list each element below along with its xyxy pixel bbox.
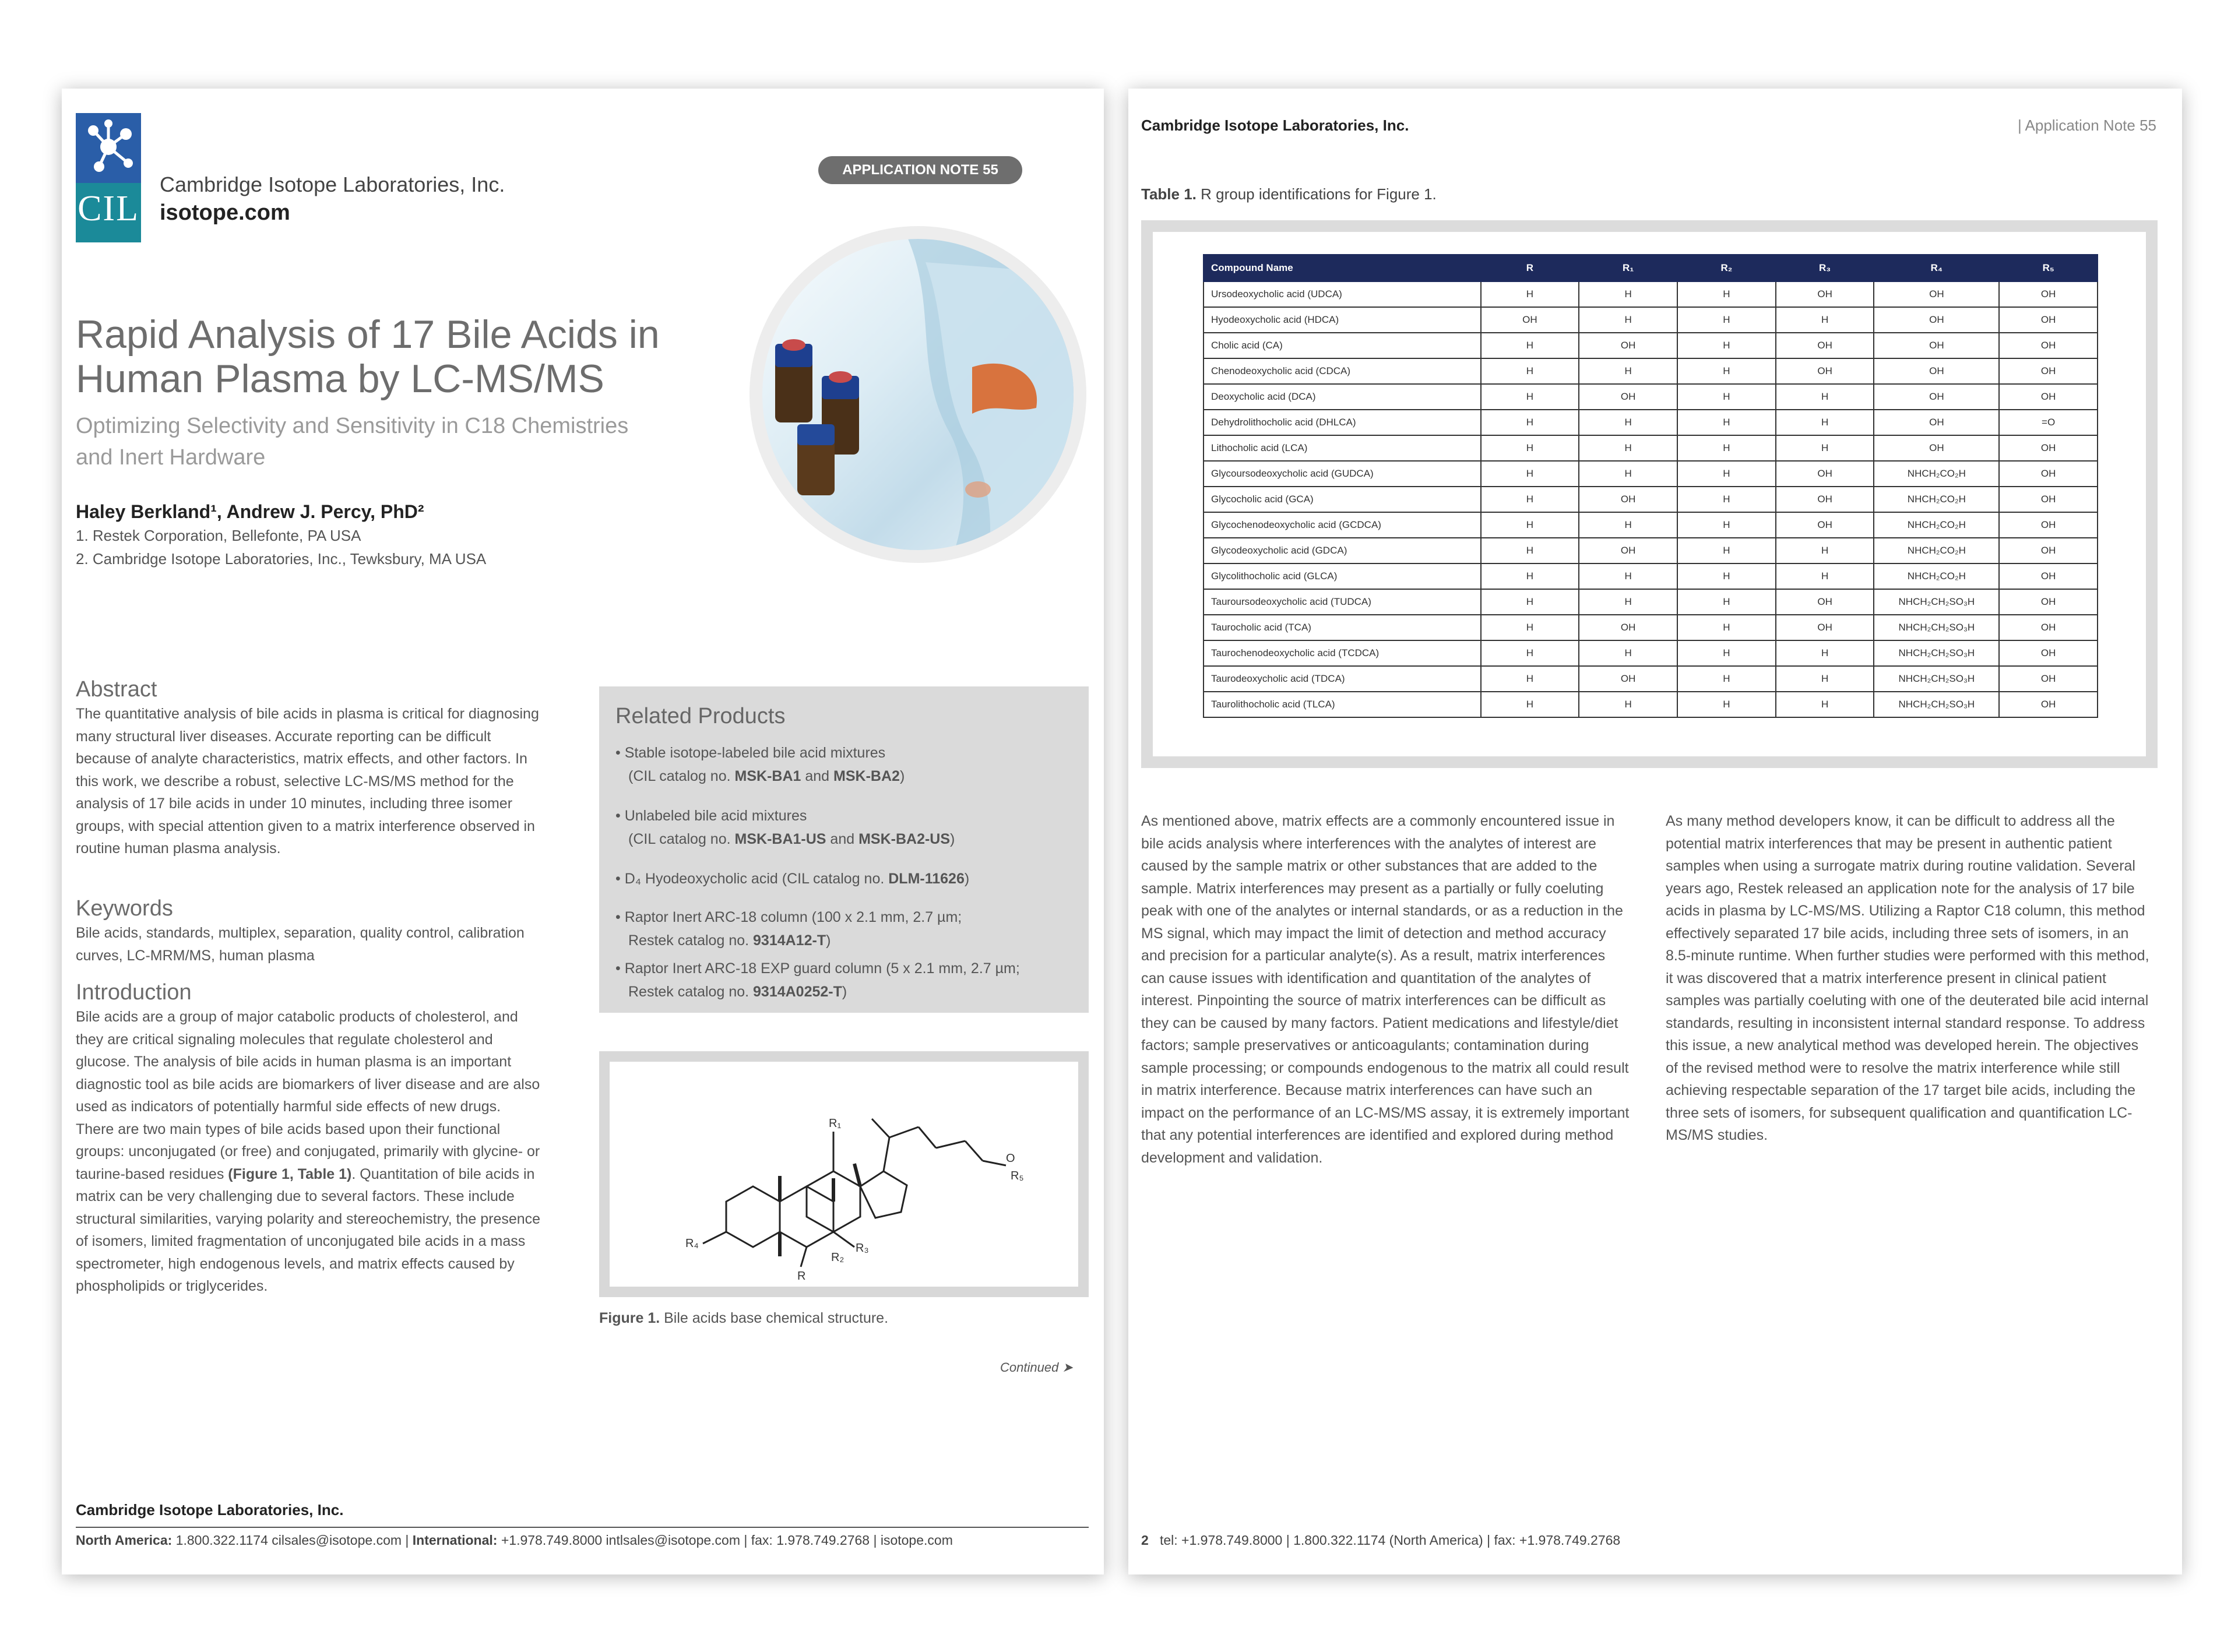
r-group-cell: H (1481, 640, 1579, 666)
r-group-cell: OH (1999, 281, 2098, 307)
related-item-1-title: • Stable isotope-labeled bile acid mixtures (615, 745, 886, 761)
r-group-cell: H (1776, 410, 1874, 435)
r-group-cell: OH (1579, 333, 1677, 358)
catalog-prefix: (CIL catalog no. (628, 768, 735, 784)
r-group-cell: H (1677, 410, 1776, 435)
keywords-heading: Keywords (76, 896, 173, 921)
catalog-number[interactable]: 9314A0252-T (753, 984, 842, 1000)
r-group-cell: NHCH₂CO₂H (1874, 487, 1999, 512)
related-item-4-catalog (615, 929, 1082, 952)
r-group-cell: OH (1999, 589, 2098, 615)
r-group-cell: H (1579, 281, 1677, 307)
label-oxygen: O (1006, 1152, 1015, 1165)
compound-name-cell: Cholic acid (CA) (1204, 333, 1481, 358)
r-group-cell: NHCH₂CH₂SO₃H (1874, 615, 1999, 640)
r-group-cell: OH (1874, 435, 1999, 461)
catalog-suffix: ) (826, 932, 831, 949)
r-group-cell: OH (1999, 435, 2098, 461)
r-group-cell: OH (1776, 461, 1874, 487)
authors: Haley Berkland¹, Andrew J. Percy, PhD² (76, 501, 424, 522)
compound-name-cell: Glycocholic acid (GCA) (1204, 487, 1481, 512)
table-row (1204, 512, 2098, 538)
footer-na-text: 1.800.322.1174 cilsales@isotope.com | (172, 1533, 413, 1548)
r-group-cell: H (1579, 410, 1677, 435)
related-item-1-catalog (615, 765, 1082, 788)
r-group-cell: H (1677, 666, 1776, 692)
r-group-cell: H (1677, 384, 1776, 410)
table-row (1204, 333, 2098, 358)
r-group-cell: H (1677, 692, 1776, 717)
table-caption-text: R group identifications for Figure 1. (1196, 185, 1437, 203)
abstract-heading: Abstract (76, 677, 157, 702)
r-group-cell: H (1579, 512, 1677, 538)
table-header-cell: R₅ (1999, 255, 2098, 281)
r-group-cell: H (1776, 692, 1874, 717)
r-group-cell: H (1579, 435, 1677, 461)
catalog-prefix: Restek catalog no. (628, 932, 754, 949)
catalog-number[interactable]: MSK-BA2 (833, 768, 900, 784)
ring-a (726, 1186, 780, 1247)
compound-name-cell: Glycodeoxycholic acid (GDCA) (1204, 538, 1481, 563)
related-item-4 (615, 906, 1082, 952)
r-group-cell: H (1481, 384, 1579, 410)
r-group-cell: OH (1579, 666, 1677, 692)
footer-contact (76, 1533, 953, 1548)
compound-name-cell: Ursodeoxycholic acid (UDCA) (1204, 281, 1481, 307)
r-group-cell: H (1481, 563, 1579, 589)
r-group-cell: NHCH₂CH₂SO₃H (1874, 666, 1999, 692)
page2-footer (1141, 1533, 1620, 1548)
r-group-cell: OH (1874, 358, 1999, 384)
r-group-cell: OH (1776, 358, 1874, 384)
table-header-cell: Compound Name (1204, 255, 1481, 281)
r-group-cell: H (1481, 333, 1579, 358)
introduction-text (76, 1006, 542, 1298)
catalog-suffix: ) (950, 831, 955, 847)
footer-na-label: North America: (76, 1533, 173, 1548)
r-group-cell: OH (1999, 461, 2098, 487)
catalog-prefix: (CIL catalog no. (628, 831, 735, 847)
label-r: R (797, 1270, 806, 1283)
r-group-cell: H (1776, 307, 1874, 333)
r-group-cell: OH (1999, 615, 2098, 640)
lab-vials-illustration (762, 239, 1074, 550)
compound-name-cell: Dehydrolithocholic acid (DHLCA) (1204, 410, 1481, 435)
continued-link[interactable]: Continued ➤ (1000, 1360, 1073, 1375)
r-group-cell: H (1776, 384, 1874, 410)
table-row (1204, 410, 2098, 435)
catalog-prefix: Restek catalog no. (628, 984, 754, 1000)
label-r2: R₂ (831, 1251, 844, 1264)
r-group-cell: NHCH₂CH₂SO₃H (1874, 589, 1999, 615)
compound-name-cell: Lithocholic acid (LCA) (1204, 435, 1481, 461)
r-group-cell: H (1579, 307, 1677, 333)
table-row (1204, 358, 2098, 384)
table-row (1204, 461, 2098, 487)
r-group-cell: H (1579, 563, 1677, 589)
abstract-text: The quantitative analysis of bile acids in plasma is critical for diagnosing many structural liver diseases. Accurate reporting can be difficult because of analyte characteristics, matrix effects, and other factors. In this work, we describe a robust, selective LC-MS/MS method for the analysis of 17 bile acids in under 10 minutes, including three isomer groups, with special attention given to a matrix interference observed in routine human plasma analysis. (76, 706, 539, 857)
body-column-2: As many method developers know, it can be difficult to address all the potential matrix interferences that may be present in authentic patient samples when using a surrogate matrix during routine validation. Several years ago, Restek released an application note for the analysis of 17 bile acids in plasma by LC-MS/MS. Utilizing a Raptor C18 column, this method effectively separated 17 bile acids, including three sets of isomers, in an 8.5-minute runtime. When further studies were performed with this method, it was discovered that a matrix interference present in clinical patient samples was partially coeluting with one of the deuterated bile acid internal standards, resulting in inconsistent internal standard response. To address this issue, a new analytical method was developed herein. The objectives of the revised method were to resolve the matrix interference while still achieving respectable separation of the 17 target bile acids, including the three sets of isomers, for subsequent qualification and quantification LC-MS/MS studies. (1666, 813, 2149, 1143)
r-group-cell: OH (1999, 692, 2098, 717)
compound-name-cell: Glycolithocholic acid (GLCA) (1204, 563, 1481, 589)
r-group-cell: H (1481, 589, 1579, 615)
title-line-2: Human Plasma by LC-MS/MS (76, 357, 604, 401)
r-group-cell: H (1677, 640, 1776, 666)
related-item-2-catalog (615, 827, 1082, 851)
compound-name-cell: Deoxycholic acid (DCA) (1204, 384, 1481, 410)
intro-figure-reference[interactable]: (Figure 1, Table 1) (228, 1165, 352, 1182)
r-group-cell: H (1481, 281, 1579, 307)
compound-name-cell: Chenodeoxycholic acid (CDCA) (1204, 358, 1481, 384)
r-group-cell: OH (1579, 384, 1677, 410)
r-group-cell: OH (1579, 615, 1677, 640)
table-row (1204, 384, 2098, 410)
body-column-1: As mentioned above, matrix effects are a commonly encountered issue in bile acids analysis where interferences with the analytes of interest are caused by the sample matrix or other substances that are added to the sample. Matrix interferences may present as a partially or fully coeluting peak with one of the analytes or internal standards, or as a reduction in the MS signal, which may impact the limit of detection and method accuracy and precision for a particular analyte(s). As a result, matrix interferences can cause issues with identification and quantitation of the analytes of interest. Pinpointing the source of matrix interferences can be difficult as they can be caused by many factors. Patient medications and lifestyle/diet factors; sample preservatives or anticoagulants; contamination during sample processing; or compounds endogenous to the matrix all could result in matrix interference. Because matrix interferences can have such an impact on the performance of an LC-MS/MS assay, it is extremely important that any potential interferences are identified and explored during method development and validation. (1141, 813, 1630, 1166)
table-header-cell: R (1481, 255, 1579, 281)
introduction-heading: Introduction (76, 980, 192, 1005)
document-title (76, 312, 746, 401)
table-row (1204, 435, 2098, 461)
r-group-cell: H (1677, 333, 1776, 358)
compound-name-cell: Tauroursodeoxycholic acid (TUDCA) (1204, 589, 1481, 615)
r-group-cell: OH (1999, 563, 2098, 589)
r-group-cell: H (1481, 512, 1579, 538)
table-row (1204, 640, 2098, 666)
table-row (1204, 281, 2098, 307)
affiliation-1: 1. Restek Corporation, Bellefonte, PA USA (76, 527, 361, 544)
affiliation-2: 2. Cambridge Isotope Laboratories, Inc., Tewksbury, MA USA (76, 550, 487, 568)
r-group-cell: H (1481, 666, 1579, 692)
r-group-cell: H (1776, 435, 1874, 461)
page2-header-note: | Application Note 55 (2017, 117, 2156, 134)
page-1 (62, 89, 1104, 1574)
r-group-cell: H (1677, 589, 1776, 615)
r-group-cell: OH (1999, 333, 2098, 358)
r-group-cell: OH (1874, 384, 1999, 410)
r-group-cell: H (1776, 563, 1874, 589)
page-number: 2 (1141, 1533, 1149, 1548)
table-row (1204, 692, 2098, 717)
table-1-caption (1141, 185, 1437, 203)
catalog-number[interactable]: DLM-11626 (888, 871, 965, 887)
related-item-1 (615, 741, 1082, 788)
r-group-cell: H (1481, 692, 1579, 717)
website-link[interactable]: isotope.com (160, 200, 290, 225)
r-group-cell: =O (1999, 410, 2098, 435)
footer-company: Cambridge Isotope Laboratories, Inc. (76, 1501, 344, 1519)
logo-text: CIL (78, 189, 139, 228)
r-group-cell: H (1481, 615, 1579, 640)
table-header-cell: R₁ (1579, 255, 1677, 281)
r-group-cell: H (1677, 615, 1776, 640)
page2-header-company: Cambridge Isotope Laboratories, Inc. (1141, 117, 1409, 134)
intro-text-part-1: Bile acids are a group of major catabolic products of cholesterol, and they are critical signaling molecules that regulate cholesterol and glucose. The analysis of bile acids in human plasma is an important diagnostic tool as bile acids are biomarkers of liver disease and are also used as indicators of potentially harmful side effects of new drugs. There are two main types of bile acids based upon their functional groups: unconjugated (or free) and conjugated, primarily with glycine- or taurine-based residues (76, 1009, 540, 1182)
intro-text-part-2: . Quantitation of bile acids in matrix can be very challenging due to several factors. These include structural similarities, varying polarity and stereochemistry, the presence of isomers, limited fragmentation of unconjugated bile acids in a mass spectrometer, high endogenous levels, and matrix effects caused by phospholipids or triglycerides. (76, 1165, 541, 1294)
r-group-cell: H (1579, 461, 1677, 487)
label-r1: R₁ (829, 1117, 842, 1130)
related-item-2-title: • Unlabeled bile acid mixtures (615, 808, 807, 824)
keywords-text: Bile acids, standards, multiplex, separation, quality control, calibration curves, LC-MRM/MS, human plasma (76, 925, 525, 964)
r-group-cell: H (1579, 640, 1677, 666)
figure-1-structure (599, 1051, 1089, 1297)
company-name: Cambridge Isotope Laboratories, Inc. (160, 172, 505, 196)
r-group-cell: OH (1874, 307, 1999, 333)
table-row (1204, 487, 2098, 512)
title-line-1: Rapid Analysis of 17 Bile Acids in (76, 312, 660, 357)
figure-label: Figure 1. (599, 1310, 660, 1326)
r-group-cell: OH (1874, 281, 1999, 307)
bile-acid-structure-diagram (610, 1062, 1078, 1287)
molecule-icon (76, 113, 141, 183)
catalog-suffix: ) (842, 984, 847, 1000)
r-group-cell: OH (1776, 512, 1874, 538)
related-item-5 (615, 957, 1082, 1003)
r-group-cell: OH (1776, 589, 1874, 615)
related-products-heading: Related Products (615, 704, 786, 728)
figure-caption-text: Bile acids base chemical structure. (660, 1310, 889, 1326)
r-group-cell: H (1677, 307, 1776, 333)
table-body (1204, 281, 2098, 717)
r-group-cell: H (1481, 435, 1579, 461)
r-group-cell: OH (1776, 333, 1874, 358)
r-group-cell: H (1677, 512, 1776, 538)
r-group-cell: NHCH₂CO₂H (1874, 538, 1999, 563)
catalog-and: and (826, 831, 859, 847)
table-row (1204, 538, 2098, 563)
r-group-cell: OH (1579, 538, 1677, 563)
r-group-cell: OH (1999, 666, 2098, 692)
r-group-cell: OH (1776, 281, 1874, 307)
compound-name-cell: Glycochenodeoxycholic acid (GCDCA) (1204, 512, 1481, 538)
r-group-cell: H (1677, 538, 1776, 563)
r-group-cell: OH (1999, 538, 2098, 563)
catalog-number[interactable]: MSK-BA1 (734, 768, 801, 784)
application-note-badge: APPLICATION NOTE 55 (818, 156, 1022, 184)
r-group-cell: OH (1874, 333, 1999, 358)
r-group-cell: OH (1999, 358, 2098, 384)
table-header-cell: R₄ (1874, 255, 1999, 281)
catalog-number[interactable]: 9314A12-T (753, 932, 826, 949)
figure-1-caption (599, 1310, 888, 1327)
related-item-3-title: • D₄ Hyodeoxycholic acid (CIL catalog no. (615, 871, 889, 887)
footer-intl-label: International: (412, 1533, 498, 1548)
r-group-cell: H (1776, 640, 1874, 666)
compound-name-cell: Glycoursodeoxycholic acid (GUDCA) (1204, 461, 1481, 487)
r-group-cell: NHCH₂CO₂H (1874, 512, 1999, 538)
r-group-cell: OH (1776, 615, 1874, 640)
r-group-cell: H (1677, 358, 1776, 384)
catalog-suffix: ) (964, 871, 970, 887)
r-group-cell: H (1677, 461, 1776, 487)
r-group-cell: NHCH₂CO₂H (1874, 563, 1999, 589)
r-group-cell: NHCH₂CH₂SO₃H (1874, 692, 1999, 717)
r-group-cell: OH (1481, 307, 1579, 333)
r-group-cell: H (1776, 666, 1874, 692)
catalog-suffix: ) (899, 768, 905, 784)
footer-divider (76, 1527, 1089, 1528)
r-group-cell: OH (1999, 384, 2098, 410)
page2-footer-contact: tel: +1.978.749.8000 | 1.800.322.1174 (North America) | fax: +1.978.749.2768 (1159, 1533, 1621, 1548)
r-group-cell: OH (1874, 410, 1999, 435)
r-group-cell: H (1481, 487, 1579, 512)
related-item-2 (615, 804, 1082, 851)
related-products-panel (599, 686, 1089, 1013)
table-row (1204, 666, 2098, 692)
r-group-cell: H (1677, 281, 1776, 307)
r-group-cell: H (1481, 410, 1579, 435)
compound-name-cell: Taurodeoxycholic acid (TDCA) (1204, 666, 1481, 692)
r-group-cell: OH (1579, 487, 1677, 512)
r-group-table (1203, 254, 2098, 718)
r-group-cell: H (1677, 487, 1776, 512)
related-item-5-title: • Raptor Inert ARC-18 EXP guard column (5 x 2.1 mm, 2.7 µm; (615, 960, 1020, 977)
r-group-cell: NHCH₂CH₂SO₃H (1874, 640, 1999, 666)
ring-d (860, 1171, 907, 1218)
r-group-cell: H (1776, 538, 1874, 563)
r-group-cell: H (1481, 538, 1579, 563)
compound-name-cell: Taurochenodeoxycholic acid (TCDCA) (1204, 640, 1481, 666)
table-1-frame (1141, 220, 2158, 768)
related-item-3 (615, 867, 1082, 890)
related-item-5-catalog (615, 980, 1082, 1003)
table-header-cell: R₃ (1776, 255, 1874, 281)
table-header-row (1204, 255, 2098, 281)
label-r4: R₄ (685, 1237, 699, 1250)
compound-name-cell: Taurocholic acid (TCA) (1204, 615, 1481, 640)
compound-name-cell: Hyodeoxycholic acid (HDCA) (1204, 307, 1481, 333)
compound-name-cell: Taurolithocholic acid (TLCA) (1204, 692, 1481, 717)
footer-intl-text: +1.978.749.8000 intlsales@isotope.com | fax: 1.978.749.2768 | isotope.com (497, 1533, 953, 1548)
catalog-number[interactable]: MSK-BA2-US (858, 831, 951, 847)
hero-image (749, 226, 1086, 563)
page-2 (1128, 89, 2182, 1574)
r-group-cell: OH (1776, 487, 1874, 512)
r-group-cell: H (1481, 461, 1579, 487)
r-group-cell: OH (1999, 640, 2098, 666)
r-group-cell: OH (1999, 487, 2098, 512)
table-row (1204, 615, 2098, 640)
r-group-cell: OH (1999, 307, 2098, 333)
catalog-and: and (801, 768, 834, 784)
subtitle-line-1: Optimizing Selectivity and Sensitivity in C18 Chemistries (76, 414, 629, 438)
document-subtitle (76, 410, 746, 473)
table-row (1204, 589, 2098, 615)
r-group-cell: H (1677, 435, 1776, 461)
r-group-cell: H (1579, 692, 1677, 717)
catalog-number[interactable]: MSK-BA1-US (734, 831, 826, 847)
subtitle-line-2: and Inert Hardware (76, 445, 266, 470)
r-group-cell: H (1579, 589, 1677, 615)
table-row (1204, 563, 2098, 589)
related-item-4-title: • Raptor Inert ARC-18 column (100 x 2.1 mm, 2.7 µm; (615, 909, 962, 925)
r-group-cell: H (1481, 358, 1579, 384)
label-r3: R₃ (856, 1242, 869, 1255)
r-group-cell: H (1677, 563, 1776, 589)
table-row (1204, 307, 2098, 333)
r-group-cell: NHCH₂CO₂H (1874, 461, 1999, 487)
table-label: Table 1. (1141, 185, 1197, 203)
label-r5: R₅ (1011, 1170, 1024, 1182)
r-group-cell: OH (1999, 512, 2098, 538)
table-header-cell: R₂ (1677, 255, 1776, 281)
cil-logo (76, 113, 141, 242)
r-group-cell: H (1579, 358, 1677, 384)
